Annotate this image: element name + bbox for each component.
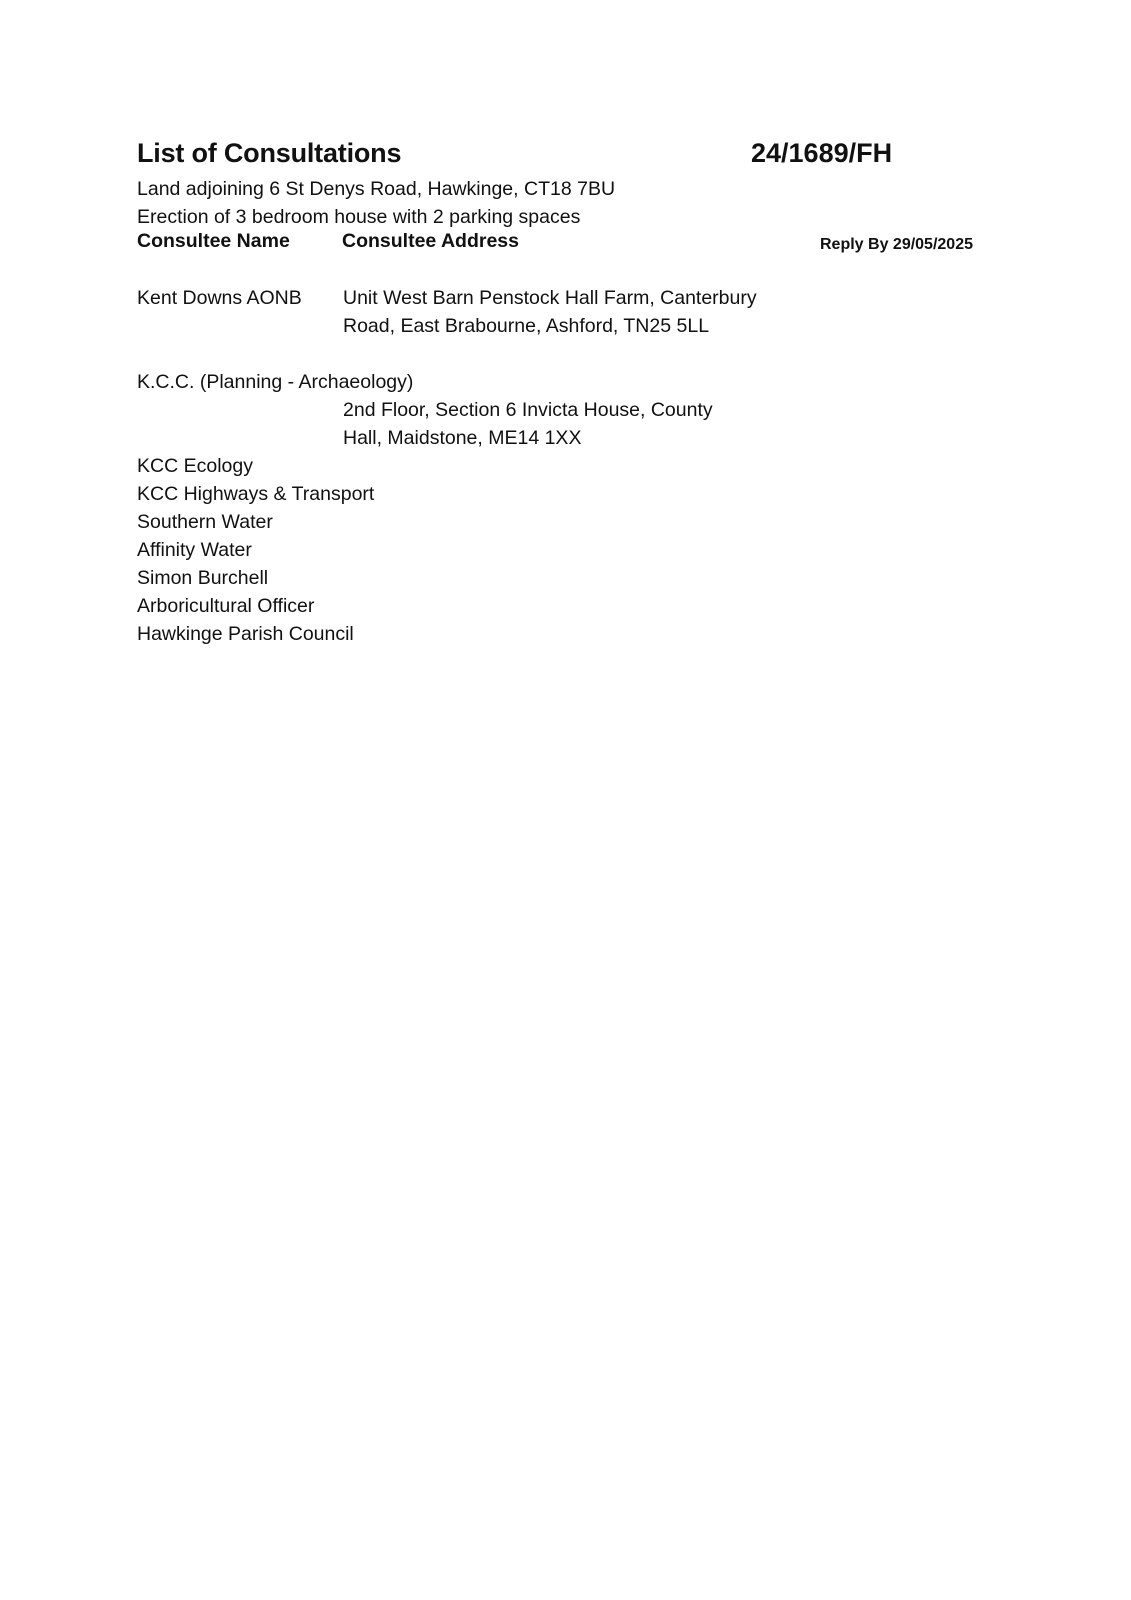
consultee-address-line: Unit West Barn Penstock Hall Farm, Canterbury [343,287,757,309]
consultee-address-line: 2nd Floor, Section 6 Invicta House, County [343,399,713,421]
consultee-name: K.C.C. (Planning - Archaeology) [137,371,414,393]
consultee-name: Affinity Water [137,539,252,561]
application-reference: 24/1689/FH [751,138,893,168]
proposal-description: Erection of 3 bedroom house with 2 parking spaces [137,206,581,228]
consultee-name: KCC Highways & Transport [137,483,375,505]
reply-by-date: Reply By 29/05/2025 [820,236,973,253]
consultee-name: KCC Ecology [137,455,253,477]
consultee-name: Arboricultural Officer [137,595,315,617]
consultee-address-line: Hall, Maidstone, ME14 1XX [343,427,582,449]
consultee-name-header: Consultee Name [137,230,290,252]
site-address: Land adjoining 6 St Denys Road, Hawkinge, CT18 7BU [137,178,616,200]
consultee-name: Kent Downs AONB [137,287,302,309]
consultee-name: Hawkinge Parish Council [137,623,354,645]
page-title: List of Consultations [137,138,402,168]
consultee-name: Simon Burchell [137,567,269,589]
consultee-name: Southern Water [137,511,273,533]
consultee-address-header: Consultee Address [342,230,519,252]
consultee-address-line: Road, East Brabourne, Ashford, TN25 5LL [343,315,710,337]
